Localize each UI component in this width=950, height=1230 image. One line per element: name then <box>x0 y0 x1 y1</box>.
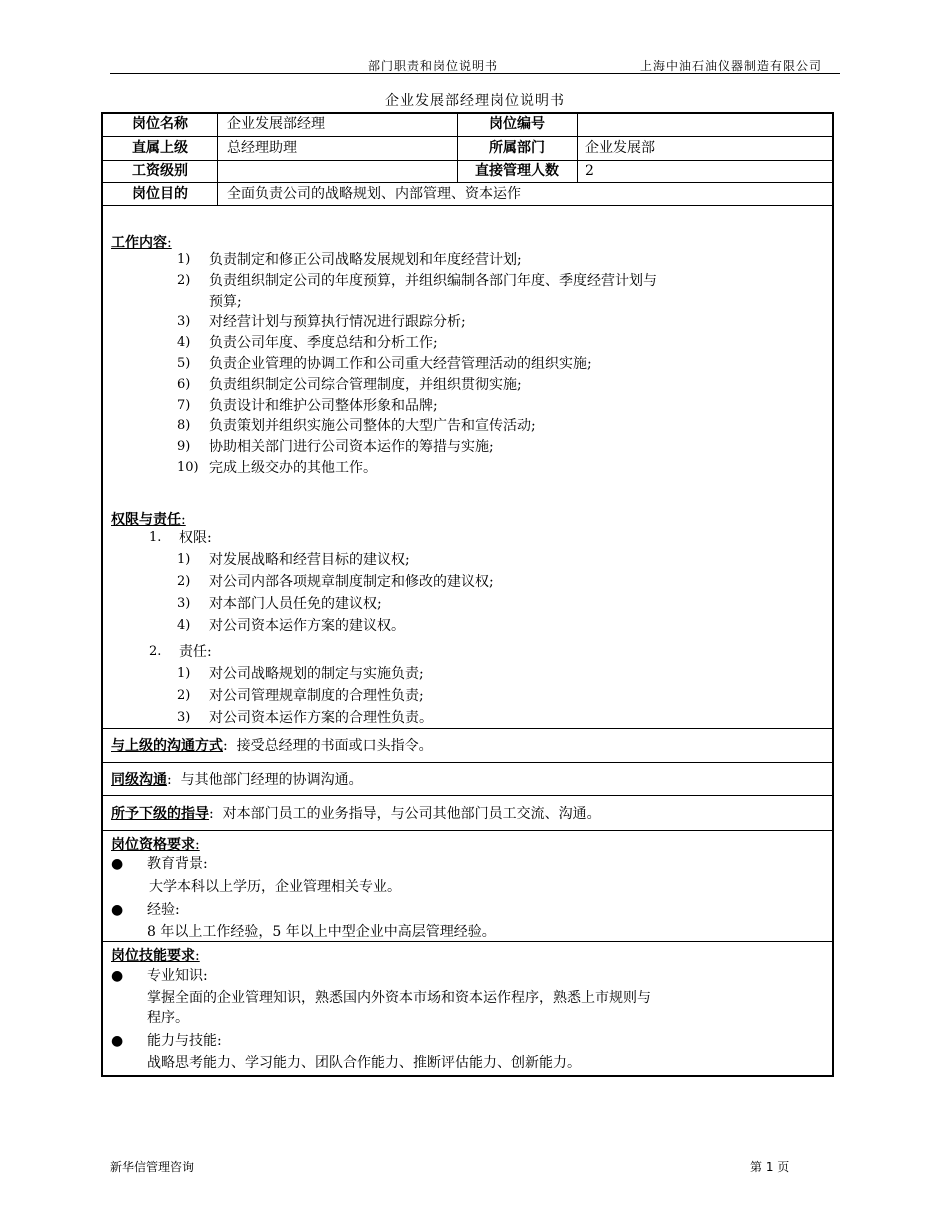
work-item-text: 预算; <box>209 293 242 310</box>
work-item-text: 完成上级交办的其他工作。 <box>209 460 377 476</box>
superior-value: 总经理助理 <box>227 140 297 156</box>
work-item-number: 3) <box>177 314 191 330</box>
education-text: 大学本科以上学历，企业管理相关专业。 <box>149 879 401 895</box>
peer-communication-text: 与其他部门经理的协调沟通。 <box>180 772 363 788</box>
managed-count-value: 2 <box>585 163 594 179</box>
ability-text: 战略思考能力、学习能力、团队合作能力、推断评估能力、创新能力。 <box>147 1055 581 1071</box>
right-item-number: 3) <box>177 596 191 611</box>
position-name-label: 岗位名称 <box>132 116 188 132</box>
work-item-number: 8) <box>177 418 191 434</box>
responsibility-item-number: 2) <box>177 688 191 703</box>
responsibility-item-text: 对公司战略规划的制定与实施负责; <box>209 666 424 682</box>
row-divider <box>103 795 832 796</box>
header-company-name: 上海中油石油仪器制造有限公司 <box>640 59 823 73</box>
responsibility-item-text: 对公司资本运作方案的合理性负责。 <box>209 710 433 726</box>
peer-communication: 同级沟通: 与其他部门经理的协调沟通。 <box>111 772 363 788</box>
department-value: 企业发展部 <box>585 140 655 156</box>
work-item-number: 7) <box>177 397 191 413</box>
department-label: 所属部门 <box>489 140 545 156</box>
row-divider <box>103 762 832 763</box>
education-label: 教育背景: <box>147 856 208 872</box>
work-item-number: 6) <box>177 376 191 392</box>
position-name-value: 企业发展部经理 <box>227 116 325 132</box>
work-item-number: 2) <box>177 272 191 288</box>
superior-communication-label: 与上级的沟通方式 <box>111 738 223 754</box>
rights-number: 1. <box>149 530 162 545</box>
work-item-number: 5) <box>177 356 191 371</box>
row-divider <box>103 182 832 183</box>
work-item-text: 协助相关部门进行公司资本运作的筹措与实施; <box>209 439 494 456</box>
column-divider <box>217 114 218 205</box>
work-item-text: 负责组织制定公司的年度预算，并组织编制各部门年度、季度经营计划与 <box>209 272 657 289</box>
right-item-text: 对发展战略和经营目标的建议权; <box>209 552 410 568</box>
superior-communication: 与上级的沟通方式: 接受总经理的书面或口头指令。 <box>111 738 433 754</box>
work-item-text: 负责制定和修正公司战略发展规划和年度经营计划; <box>209 252 522 268</box>
ability-label: 能力与技能: <box>147 1033 222 1049</box>
work-item-text: 负责组织制定公司综合管理制度，并组织贯彻实施; <box>209 376 522 393</box>
qualification-title: 岗位资格要求: <box>111 837 200 853</box>
work-item-text: 负责公司年度、季度总结和分析工作; <box>209 335 438 352</box>
rights-label: 权限: <box>179 530 212 546</box>
responsibility-item-text: 对公司管理规章制度的合理性负责; <box>209 688 424 704</box>
qualification-title-text: 岗位资格要求 <box>111 837 195 853</box>
header-rule <box>110 73 840 74</box>
row-divider <box>103 830 832 831</box>
work-item-number: 10) <box>177 460 199 475</box>
knowledge-text-line1: 掌握全面的企业管理知识，熟悉国内外资本市场和资本运作程序，熟悉上市规则与 <box>147 990 651 1006</box>
skills-title: 岗位技能要求: <box>111 948 200 964</box>
position-code-label: 岗位编号 <box>489 116 545 132</box>
right-item-number: 1) <box>177 552 191 567</box>
right-item-text: 对本部门人员任免的建议权; <box>209 596 382 612</box>
responsibility-item-number: 3) <box>177 710 191 725</box>
superior-communication-text: 接受总经理的书面或口头指令。 <box>236 738 433 754</box>
work-item-text: 负责策划并组织实施公司整体的大型广告和宣传活动; <box>209 418 536 435</box>
job-description-form <box>101 112 834 1077</box>
work-item-text: 对经营计划与预算执行情况进行跟踪分析; <box>209 314 466 331</box>
knowledge-label: 专业知识: <box>147 968 208 984</box>
managed-count-label: 直接管理人数 <box>475 163 559 179</box>
header-left-text: 部门职责和岗位说明书 <box>368 59 499 73</box>
knowledge-text-line2: 程序。 <box>147 1010 189 1026</box>
row-divider <box>103 205 832 206</box>
superior-label: 直属上级 <box>132 140 188 156</box>
authority-title-text: 权限与责任 <box>111 512 181 528</box>
wage-level-label: 工资级别 <box>132 163 188 179</box>
subordinate-guidance-label: 所予下级的指导 <box>111 806 209 822</box>
row-divider <box>103 728 832 729</box>
document-title: 企业发展部经理岗位说明书 <box>385 93 565 109</box>
subordinate-guidance: 所予下级的指导: 对本部门员工的业务指导，与公司其他部门员工交流、沟通。 <box>111 806 601 822</box>
subordinate-guidance-text: 对本部门员工的业务指导，与公司其他部门员工交流、沟通。 <box>222 806 601 822</box>
right-item-text: 对公司资本运作方案的建议权。 <box>209 618 405 634</box>
work-item-number: 4) <box>177 335 191 351</box>
right-item-number: 2) <box>177 574 191 589</box>
experience-text: 8 年以上工作经验，5 年以上中型企业中高层管理经验。 <box>147 924 496 940</box>
footer-consultancy-name: 新华信管理咨询 <box>110 1160 195 1174</box>
work-item-number: 9) <box>177 439 191 455</box>
bullet-icon: ● <box>111 902 124 918</box>
work-content-title: 工作内容: <box>111 235 172 251</box>
column-divider <box>577 114 578 182</box>
skills-title-text: 岗位技能要求 <box>111 948 195 964</box>
responsibility-number: 2. <box>149 644 162 659</box>
bullet-icon: ● <box>111 856 124 872</box>
authority-title: 权限与责任: <box>111 512 186 528</box>
work-item-text: 负责企业管理的协调工作和公司重大经营管理活动的组织实施; <box>209 356 592 372</box>
bullet-icon: ● <box>111 1033 124 1049</box>
footer-page-number: 第 1 页 <box>750 1160 790 1174</box>
responsibility-label: 责任: <box>179 644 212 660</box>
work-item-number: 1) <box>177 252 191 267</box>
work-item-text: 负责设计和维护公司整体形象和品牌; <box>209 397 438 414</box>
peer-communication-label: 同级沟通 <box>111 772 167 788</box>
bullet-icon: ● <box>111 968 124 984</box>
experience-label: 经验: <box>147 902 180 918</box>
work-content-title-text: 工作内容 <box>111 235 167 251</box>
right-item-text: 对公司内部各项规章制度制定和修改的建议权; <box>209 574 494 590</box>
position-purpose-value: 全面负责公司的战略规划、内部管理、资本运作 <box>227 186 521 202</box>
responsibility-item-number: 1) <box>177 666 191 681</box>
position-purpose-label: 岗位目的 <box>132 186 188 202</box>
row-divider <box>103 136 832 137</box>
right-item-number: 4) <box>177 618 191 633</box>
